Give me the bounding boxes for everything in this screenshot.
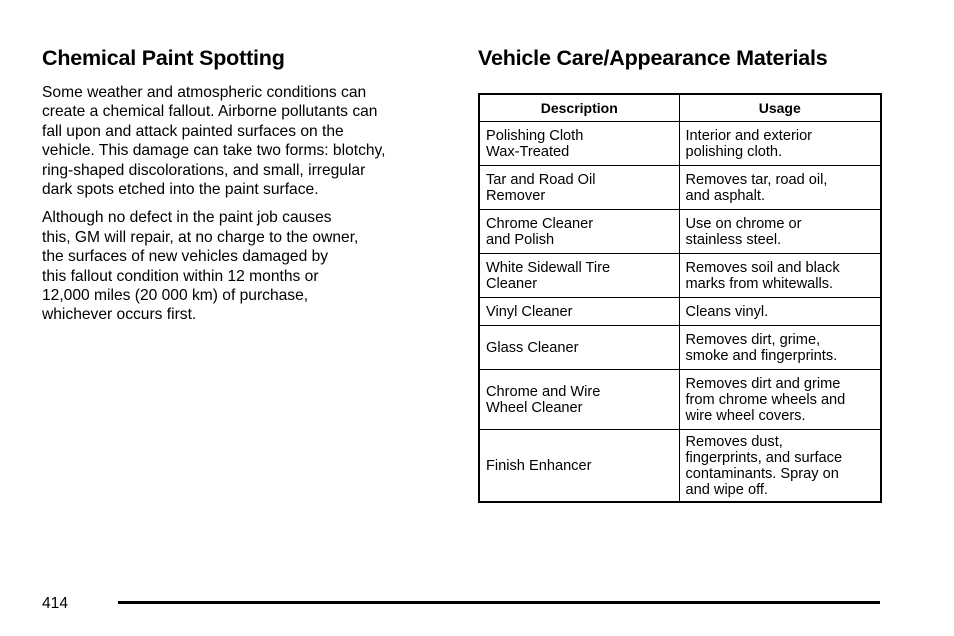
- paragraph-repair-policy: Although no defect in the paint job causes this, GM will repair, at no charge to the owner, the surfaces of new vehicles damaged by this fallout condition within 12 months or 12,000 miles (20 000 km) of purchase, whichever occurs first.: [42, 209, 359, 324]
- cell-description: White Sidewall Tire Cleaner: [479, 253, 679, 297]
- section-title-chemical-paint-spotting: Chemical Paint Spotting: [42, 46, 285, 70]
- cell-usage: Use on chrome or stainless steel.: [679, 209, 881, 253]
- cell-description: Vinyl Cleaner: [479, 297, 679, 325]
- cell-description: Polishing Cloth Wax-Treated: [479, 121, 679, 165]
- table-row: [479, 297, 881, 325]
- left-column: [42, 44, 442, 325]
- cell-usage: Cleans vinyl.: [679, 297, 881, 325]
- footer-divider: [118, 601, 880, 604]
- table-row: [479, 165, 881, 209]
- page-number: 414: [42, 595, 69, 612]
- paragraph-fallout-description: Some weather and atmospheric conditions can create a chemical fallout. Airborne pollutants can fall upon and attack painted surfaces on the vehicle. This damage can take two forms: blotchy, ring-shaped discolorations, and small, irregular dark spots etched into the paint surface.: [42, 84, 386, 199]
- cell-usage: Removes dirt and grime from chrome wheels and wire wheel covers.: [679, 369, 881, 429]
- cell-usage: Interior and exterior polishing cloth.: [679, 121, 881, 165]
- cell-description: Tar and Road Oil Remover: [479, 165, 679, 209]
- right-column: [478, 44, 880, 503]
- table-row: [479, 369, 881, 429]
- cell-description: Finish Enhancer: [479, 429, 679, 502]
- table-row: [479, 429, 881, 502]
- table-row: [479, 209, 881, 253]
- cell-usage: Removes dust, fingerprints, and surface contaminants. Spray on and wipe off.: [679, 429, 881, 502]
- table-row: [479, 253, 881, 297]
- section-title-vehicle-care-materials: Vehicle Care/Appearance Materials: [478, 46, 828, 70]
- table-header-row: [479, 94, 881, 121]
- cell-description: Glass Cleaner: [479, 325, 679, 369]
- table-row: [479, 325, 881, 369]
- cell-description: Chrome and Wire Wheel Cleaner: [479, 369, 679, 429]
- cell-description: Chrome Cleaner and Polish: [479, 209, 679, 253]
- cell-usage: Removes dirt, grime, smoke and fingerprints.: [679, 325, 881, 369]
- column-header-description: Description: [479, 94, 679, 121]
- table-row: [479, 121, 881, 165]
- materials-table: [478, 93, 882, 503]
- cell-usage: Removes soil and black marks from whitewalls.: [679, 253, 881, 297]
- cell-usage: Removes tar, road oil, and asphalt.: [679, 165, 881, 209]
- column-header-usage: Usage: [679, 94, 881, 121]
